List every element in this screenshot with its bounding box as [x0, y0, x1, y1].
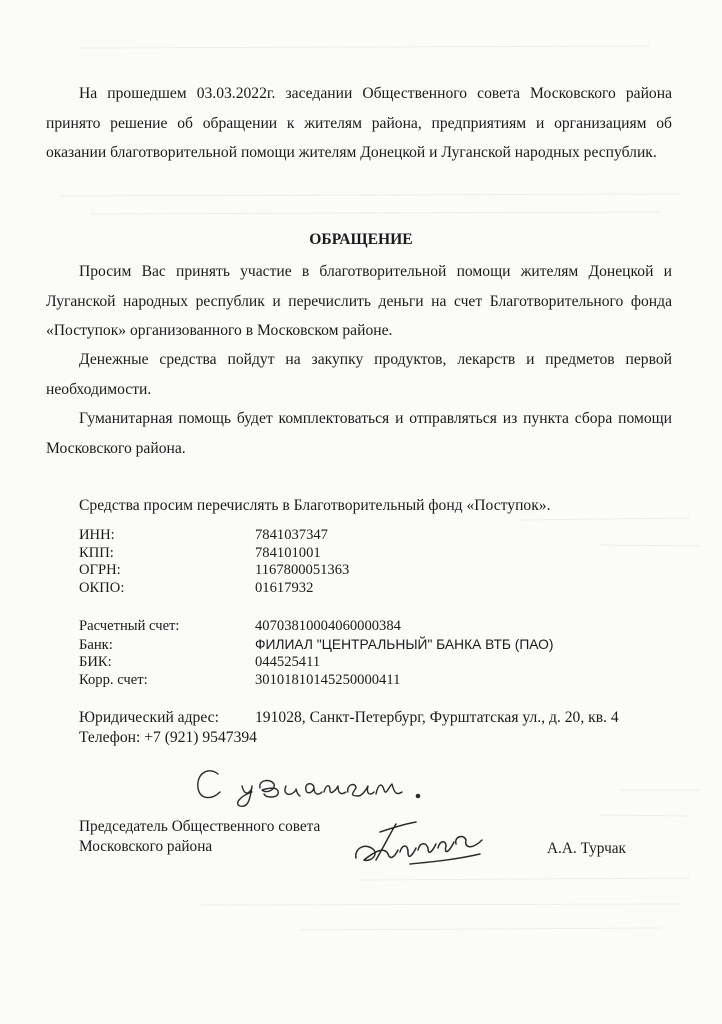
- requisite-row-okpo: [79, 580, 349, 598]
- requisites-group-1: [79, 527, 349, 597]
- phone: Телефон: +7 (921) 9547394: [79, 729, 257, 746]
- address-label: Юридический адрес:: [79, 709, 219, 726]
- signatory-position: [79, 817, 320, 857]
- requisite-value: 7841037347: [255, 527, 328, 543]
- intro-paragraph: На прошедшем 03.03.2022г. заседании Общественного совета Московского района принято решение об обращении к жителям района, предприятиям и организациям об оказании благотворительной помощи жителям Донецкой и Луганской народных республик.: [46, 85, 672, 161]
- address-value: 191028, Санкт-Петербург, Фурштатская ул., д. 20, кв. 4: [255, 709, 619, 726]
- requisite-row-corr-account: [79, 672, 554, 690]
- requisite-label: ОКПО:: [79, 579, 125, 596]
- handwritten-closing: [190, 760, 450, 810]
- funds-paragraph: Денежные средства пойдут на закупку продуктов, лекарств и предметов первой необходимости.: [46, 351, 672, 398]
- requisite-value: 30101810145250000411: [255, 671, 401, 688]
- requisite-value: ФИЛИАЛ "ЦЕНТРАЛЬНЫЙ" БАНКА ВТБ (ПАО): [255, 636, 554, 652]
- requisite-label: ИНН:: [79, 527, 115, 543]
- humanitarian-paragraph: Гуманитарная помощь будет комплектоваться и отправляться из пункта сбора помощи Московского района.: [46, 410, 672, 457]
- requisite-row-bank: [79, 636, 554, 655]
- requisite-label: КПП:: [79, 544, 114, 561]
- requisites-group-2: [79, 618, 554, 689]
- request-paragraph: Просим Вас принять участие в благотворительной помощи жителям Донецкой и Луганской народных республик и перечислить деньги на счет Благотворительного фонда «Поступок» организованного в Московском районе.: [46, 263, 672, 339]
- appeal-title: [0, 228, 722, 252]
- requisite-value: 044525411: [255, 654, 321, 670]
- requisite-value: 01617932: [255, 579, 314, 596]
- requisite-label: Банк:: [79, 636, 113, 653]
- requisite-label: ОГРН:: [79, 562, 121, 578]
- transfer-note: Средства просим перечислять в Благотворительный фонд «Поступок».: [79, 497, 551, 514]
- requisite-value: 784101001: [255, 544, 321, 561]
- requisite-value: 40703810004060000384: [255, 618, 401, 634]
- requisite-label: БИК:: [79, 654, 112, 670]
- requisite-row-kpp: [79, 545, 349, 563]
- requisite-value: 1167800051363: [255, 562, 350, 578]
- requisite-row-inn: [79, 527, 349, 545]
- requisite-label: Корр. счет:: [79, 671, 148, 688]
- position-line-2: Московского района: [79, 838, 213, 855]
- contacts-block: [79, 708, 619, 748]
- legal-address: [79, 708, 619, 728]
- requisite-row-account: [79, 618, 554, 636]
- requisite-label: Расчетный счет:: [79, 618, 180, 634]
- signatory-name: А.А. Турчак: [547, 840, 626, 857]
- requisite-row-ogrn: [79, 562, 349, 580]
- appeal-title-text: ОБРАЩЕНИЕ: [309, 231, 413, 248]
- requisite-row-bik: [79, 654, 554, 672]
- position-line-1: Председатель Общественного совета: [79, 818, 321, 835]
- handwritten-signature: [350, 812, 490, 874]
